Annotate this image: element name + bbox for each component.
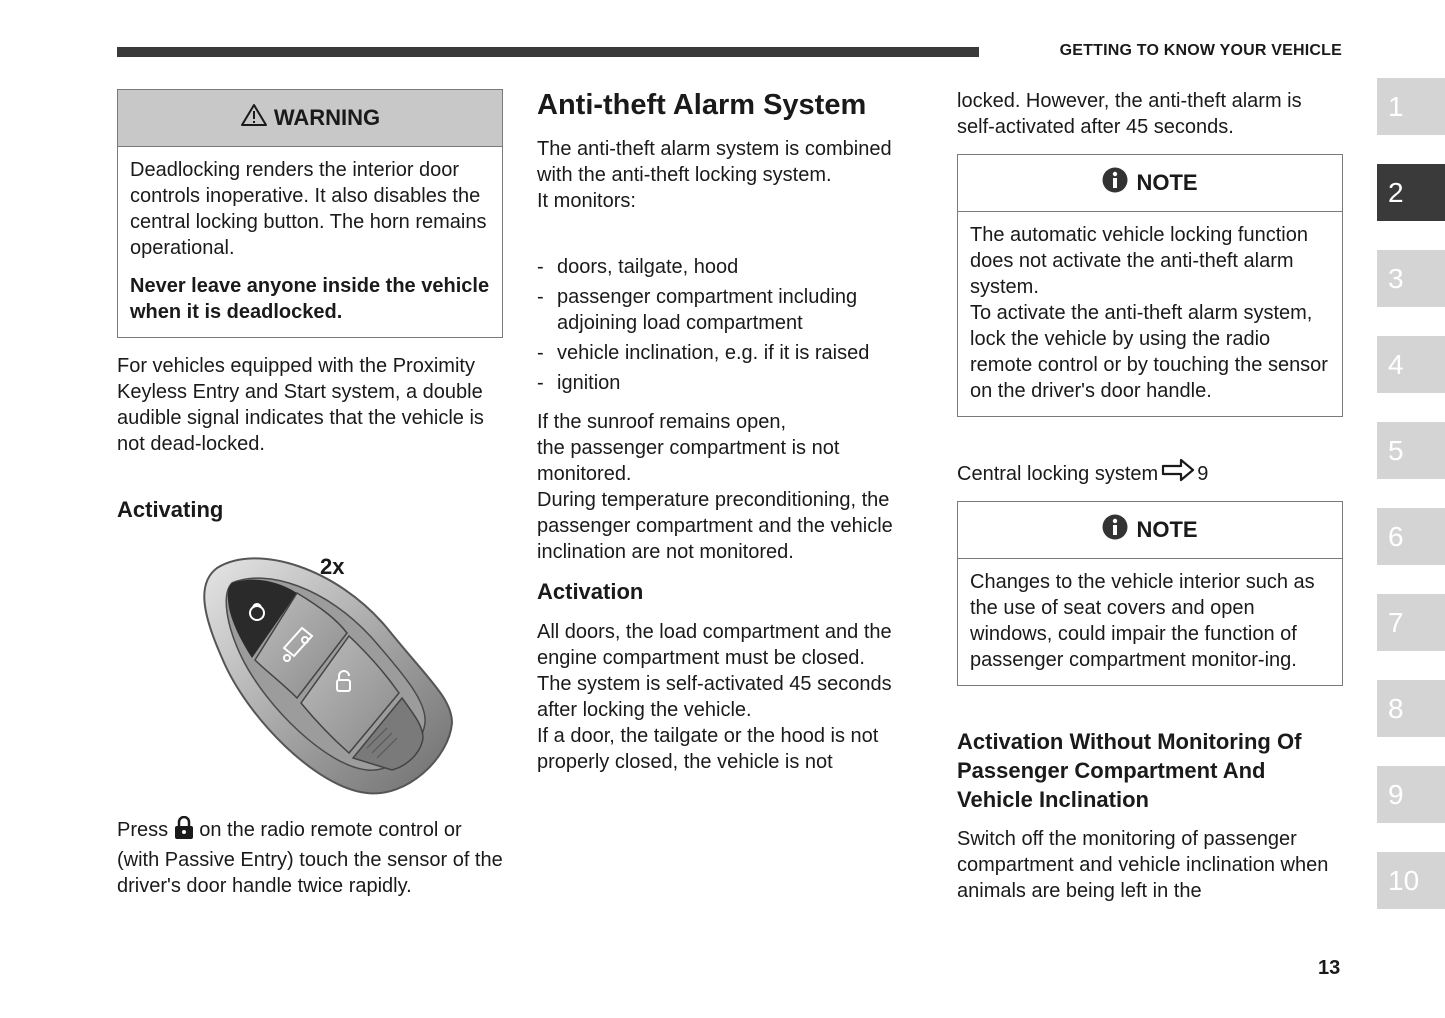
intro-text: The anti-theft alarm system is combined with the anti-theft locking system. (537, 138, 892, 186)
activation-text-2: The system is self-activated 45 seconds after locking the vehicle. (537, 673, 892, 721)
list-item: - ignition (537, 372, 621, 394)
info-icon (1102, 514, 1128, 546)
monitoring-heading: Activation Without Monitoring Of Passenger Compartment And Vehicle Inclination (957, 729, 1302, 812)
press-after-text: on the radio remote control or (with Passive Entry) touch the sensor of the driver's door handle twice rapidly. (117, 819, 503, 897)
warning-text: Deadlocking renders the interior door controls inoperative. It also disables the central locking button. The horn remains operational. (130, 159, 487, 259)
cross-reference[interactable] (957, 458, 1208, 489)
note-box (957, 501, 1343, 686)
press-twice-label: 2x (320, 554, 345, 579)
chapter-tab[interactable]: 3 (1377, 250, 1445, 307)
chapter-tab[interactable]: 1 (1377, 78, 1445, 135)
warning-header (118, 90, 502, 147)
warning-triangle-icon (240, 103, 268, 133)
chapter-tab[interactable]: 10 (1377, 852, 1445, 909)
sunroof-text-1: If the sunroof remains open, (537, 411, 787, 433)
activation-text-1: All doors, the load compartment and the engine compartment must be closed. (537, 621, 892, 669)
header-rule (117, 47, 979, 57)
chapter-tab[interactable]: 6 (1377, 508, 1445, 565)
warning-body (118, 147, 502, 337)
note-header (958, 155, 1342, 212)
warning-title: WARNING (273, 105, 381, 130)
note-body (958, 559, 1342, 685)
list-item: - doors, tailgate, hood (537, 256, 739, 278)
chapter-tab[interactable]: 8 (1377, 680, 1445, 737)
note-box (957, 154, 1343, 417)
page-number: 13 (1318, 957, 1341, 979)
list-item: - vehicle inclination, e.g. if it is raised (537, 342, 870, 364)
note-text-1: The automatic vehicle locking function does not activate the anti-theft alarm system. (970, 224, 1308, 298)
chapter-tab[interactable]: 4 (1377, 336, 1445, 393)
cross-reference-text: Central locking system (957, 462, 1159, 485)
list-item: - passenger compartment including adjoining load compartment (537, 286, 858, 334)
note-body (958, 212, 1342, 416)
monitors-text: It monitors: (537, 190, 636, 212)
note-title: NOTE (1136, 170, 1198, 195)
note-text-2: To activate the anti-theft alarm system, lock the vehicle by using the radio remote control or by touching the sensor on the driver's door handle. (970, 302, 1328, 402)
activation-text-3: If a door, the tailgate or the hood is not properly closed, the vehicle is not (537, 725, 879, 773)
arrow-right-icon (1158, 458, 1197, 489)
warning-box (117, 89, 503, 338)
continued-text: locked. However, the anti-theft alarm is self-activated after 45 seconds. (957, 90, 1302, 138)
activation-heading: Activation (537, 579, 644, 604)
keyless-paragraph: For vehicles equipped with the Proximity Keyless Entry and Start system, a double audible signal indicates that the vehicle is not dead-locked. (117, 355, 484, 455)
sunroof-text-2: the passenger compartment is not monitored. (537, 437, 840, 485)
press-before-text: Press (117, 819, 174, 841)
note-text: Changes to the vehicle interior such as the use of seat covers and open windows, could impair the function of passenger compartment monitor-ing. (970, 571, 1315, 671)
activation-paragraph (537, 619, 907, 775)
section-title: GETTING TO KNOW YOUR VEHICLE (1059, 42, 1342, 59)
sunroof-paragraph (537, 409, 907, 565)
note-title: NOTE (1136, 517, 1198, 542)
chapter-tab-active[interactable]: 2 (1377, 164, 1445, 221)
press-instruction (117, 816, 507, 899)
note-header (958, 502, 1342, 559)
warning-bold-text: Never leave anyone inside the vehicle when it is deadlocked. (130, 275, 490, 323)
monitors-list (537, 254, 907, 400)
chapter-tab[interactable]: 5 (1377, 422, 1445, 479)
activating-heading: Activating (117, 497, 224, 522)
info-icon (1102, 167, 1128, 199)
lock-icon (174, 816, 194, 847)
switch-off-text: Switch off the monitoring of passenger compartment and vehicle inclination when animals are being left in the (957, 828, 1329, 902)
intro-paragraph (537, 136, 907, 214)
chapter-tab[interactable]: 7 (1377, 594, 1445, 651)
cross-reference-page: 9 (1197, 462, 1209, 485)
page-title: Anti-theft Alarm System (537, 89, 867, 121)
key-fob-illustration (177, 548, 477, 808)
chapter-tab[interactable]: 9 (1377, 766, 1445, 823)
precond-text: During temperature preconditioning, the passenger compartment and the vehicle inclination are not monitored. (537, 489, 893, 563)
